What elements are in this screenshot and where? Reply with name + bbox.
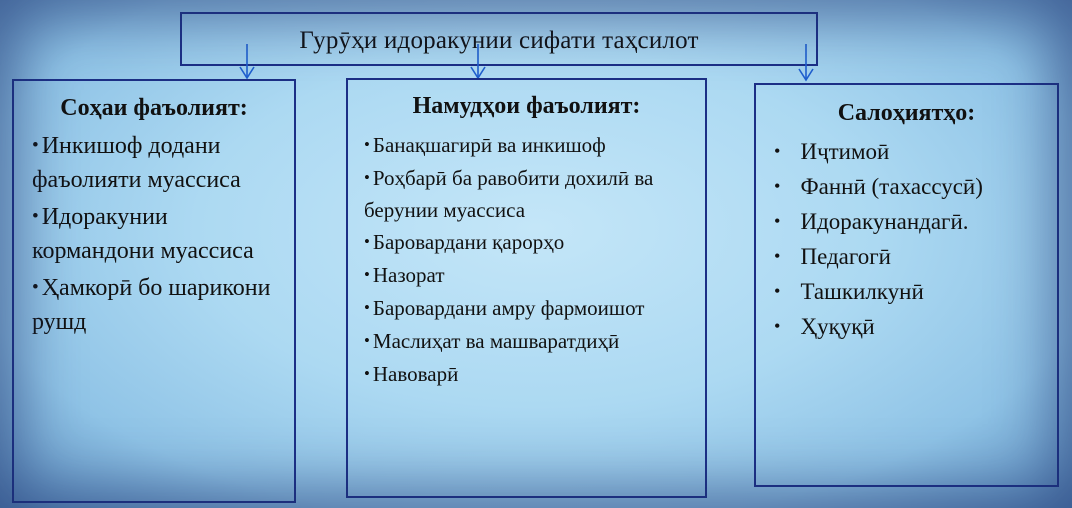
bullet-icon: • — [364, 331, 370, 350]
list-item — [774, 275, 1049, 310]
root-title: Гурӯҳи идоракунии сифати таҳсилот — [299, 27, 699, 54]
list-item — [364, 163, 697, 226]
item-list — [348, 130, 705, 391]
list-item-text: Баровардани амру фармоишот — [372, 296, 645, 320]
column-activity-areas — [12, 79, 296, 503]
list-item-text: Назорат — [372, 263, 445, 287]
bullet-icon: • — [364, 265, 370, 284]
list-item — [364, 130, 697, 162]
bullet-icon: • — [364, 135, 370, 154]
column-activity-types — [346, 78, 707, 498]
bullet-icon: • — [364, 298, 370, 317]
bullet-icon: • — [364, 168, 370, 187]
list-item-text: Ташкилкунӣ — [800, 279, 924, 304]
column-title: Намудҳои фаъолият: — [412, 93, 641, 119]
list-item-text: Навоварӣ — [372, 362, 459, 386]
bullet-icon: • — [364, 232, 370, 251]
list-item — [364, 260, 697, 292]
bullet-icon: • — [32, 277, 39, 298]
list-item-text: Банақшагирӣ ва инкишоф — [372, 133, 606, 157]
list-item — [364, 359, 697, 391]
list-item-text: Ҳуқуқӣ — [800, 314, 875, 339]
list-item — [774, 170, 1049, 205]
bullet-icon: • — [774, 246, 781, 266]
list-item-text: Инкишоф додани фаъолияти муассиса — [32, 133, 241, 193]
list-item-text: Маслиҳат ва машваратдиҳӣ — [372, 329, 620, 353]
list-item — [364, 293, 697, 325]
list-item-text: Баровардани қарорҳо — [372, 230, 565, 254]
bullet-icon: • — [774, 211, 781, 231]
list-item-text: Иҷтимоӣ — [800, 139, 890, 164]
list-item — [364, 227, 697, 259]
bullet-icon: • — [774, 316, 781, 336]
list-item-text: Идоракунии кормандони муассиса — [32, 204, 254, 264]
list-item-text: Идоракунандагӣ. — [800, 209, 969, 234]
bullet-icon: • — [364, 364, 370, 383]
column-competencies — [754, 83, 1059, 487]
list-item-text: Педагогӣ — [800, 244, 891, 269]
list-item — [364, 326, 697, 358]
list-item — [774, 135, 1049, 170]
bullet-icon: • — [774, 281, 781, 301]
list-item — [32, 201, 286, 268]
column-title: Соҳаи фаъолият: — [60, 95, 248, 121]
item-list — [14, 130, 294, 339]
column-title: Салоҳиятҳо: — [837, 100, 976, 126]
list-item — [774, 310, 1049, 345]
list-item — [774, 240, 1049, 275]
bullet-icon: • — [32, 135, 39, 156]
bullet-icon: • — [32, 206, 39, 227]
bullet-icon: • — [774, 176, 781, 196]
list-item — [32, 272, 286, 339]
list-item — [774, 205, 1049, 240]
list-item-text: Фаннӣ (тахассусӣ) — [800, 174, 983, 199]
list-item-text: Ҳамкорӣ бо шарикони рушд — [32, 275, 271, 335]
bullet-icon: • — [774, 141, 781, 161]
item-list — [756, 135, 1057, 345]
list-item — [32, 130, 286, 197]
list-item-text: Роҳбарӣ ба равобити дохилӣ ва берунии муассиса — [364, 166, 654, 222]
